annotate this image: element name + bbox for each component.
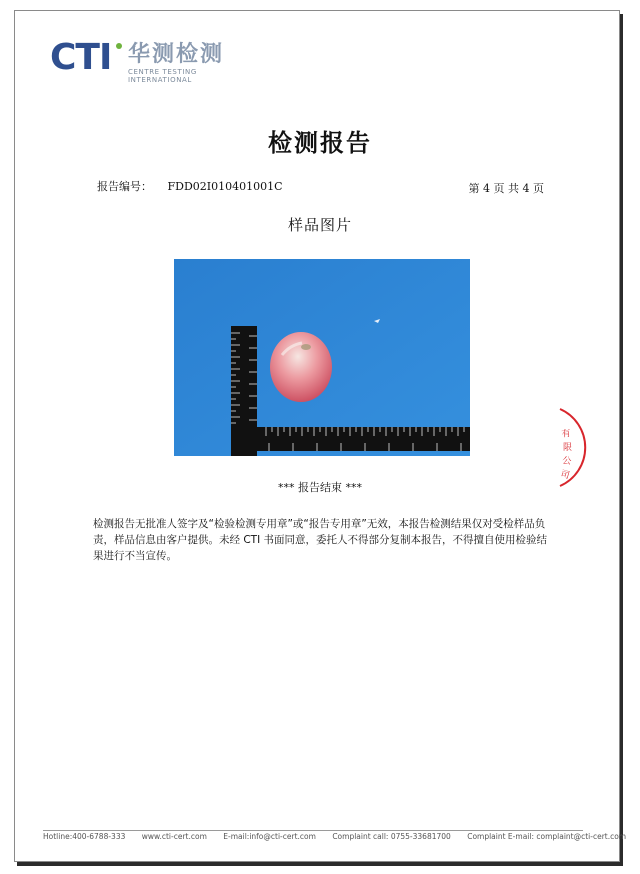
report-title: 检测报告	[268, 129, 372, 157]
logo-chinese-name: 华测检测	[128, 42, 225, 67]
official-seal	[548, 405, 588, 490]
ruler-horizontal	[231, 427, 470, 451]
footer-complaint-call: Complaint call: 0755-33681700	[332, 832, 451, 841]
report-number	[97, 178, 283, 194]
svg-text:有: 有	[561, 428, 572, 440]
footer	[43, 832, 627, 841]
svg-text:公: 公	[561, 456, 572, 468]
footer-email: E-mail:info@cti-cert.com	[223, 832, 316, 841]
report-number-label: 报告编号：	[97, 180, 152, 193]
sample-section-title: 样品图片	[287, 216, 352, 234]
logo-accent-dot	[116, 43, 122, 49]
svg-text:司: 司	[559, 469, 571, 482]
company-logo	[50, 37, 260, 84]
report-end-mark: *** 报告结束 ***	[278, 481, 362, 494]
logo-brand: CTI	[50, 37, 112, 78]
logo-english-name: CENTRE TESTING INTERNATIONAL	[128, 68, 197, 84]
report-number-value: FDD02I010401001C	[167, 180, 283, 193]
svg-text:限: 限	[563, 443, 573, 453]
page-number: 第 4 页 共 4 页	[468, 182, 544, 195]
apple-sample	[270, 332, 332, 402]
footer-divider	[43, 830, 583, 831]
footer-hotline: Hotline:400-6788-333	[43, 832, 126, 841]
footer-complaint-email: Complaint E-mail: complaint@cti-cert.com	[467, 832, 627, 841]
sample-photo	[174, 259, 470, 456]
footer-website: www.cti-cert.com	[141, 832, 207, 841]
disclaimer-text: 检测报告无批准人签字及“检验检测专用章”或“报告专用章”无效，本报告检测结果仅对受检样品负责，样品信息由客户提供。未经 CTI 书面同意，委托人不得部分复制本报告，不得擅自使用检验结果进行不当宣传。	[93, 518, 548, 562]
